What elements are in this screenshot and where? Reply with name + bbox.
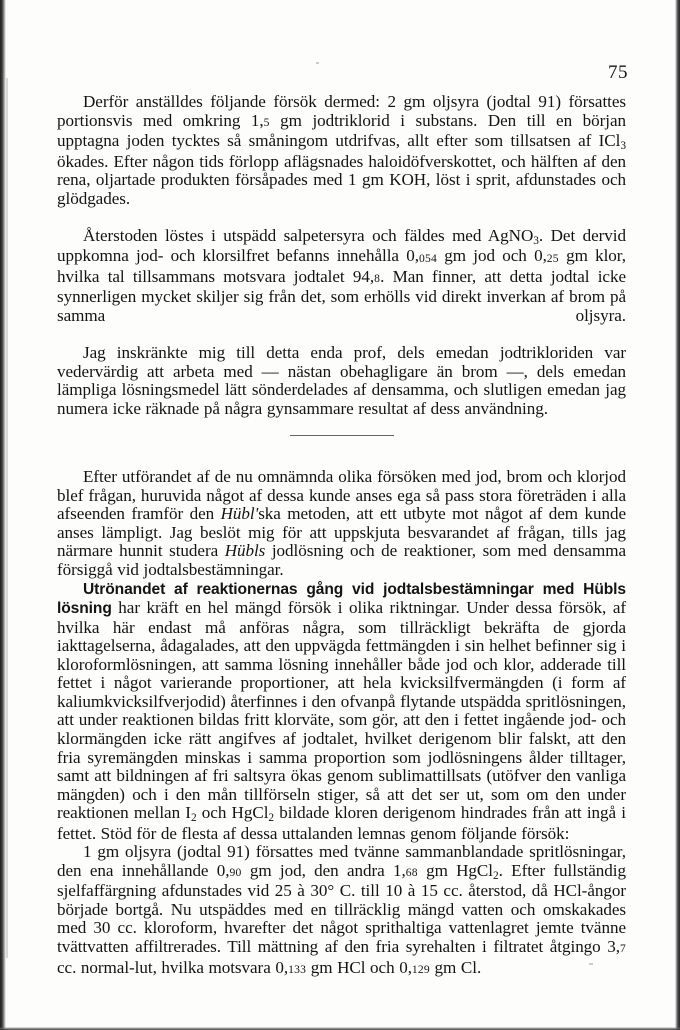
page-number: 75 xyxy=(608,62,628,83)
divider-rule xyxy=(290,435,394,436)
scan-speck xyxy=(316,62,319,64)
paragraph: Efter utförandet af de nu omnämnda olika försöken med jod, brom och klorjod blef frågan, huruvida något af dessa kunde anses ega så pass stora företräden i alla afseenden framför den Hübl'ska metoden, att ett utbyte mot något af dem kunde anses lämpligt. Jag beslöt mig för att uppskjuta besvarandet af frågan, tills jag närmare hunnit studera Hübls jodlösning och de reaktioner, som med densamma försiggå vid jodtalsbestämningar. xyxy=(57,467,626,580)
scan-edge-left-inner xyxy=(6,78,8,958)
paragraph: Återstoden löstes i utspädd salpetersyra och fäldes med AgNO$_3$. Det dervid uppkomna jod- och klorsilfret befanns innehålla 0,054 gm jod och 0,25 gm klor, hvilka tal tillsammans motsvara jodtalet 94,8. Man finner, att detta jodtal icke synnerligen mycket skiljer sig från det, som erhölls vid direkt inverkan af brom på samma oljsyra. xyxy=(57,225,626,326)
paragraph: Jag inskränkte mig till detta enda prof, dels emedan jodtrikloriden var vedervärdig att arbeta med — nästan obehagligare än brom —, dels emedan lämpliga lösningsmedel lätt sönderdelades af densamma, och slutligen emedan jag numera icke räknade på några gynsammare resultat af dess användning. xyxy=(57,343,626,418)
section-divider xyxy=(57,418,626,452)
spacer xyxy=(57,452,626,468)
proper-name: Hübl' xyxy=(220,504,259,524)
run-in-heading: Utrönandet af reaktionernas gång vid jodtalsbestämningar med Hübls lösning xyxy=(57,580,626,618)
paragraph: 1 gm oljsyra (jodtal 91) försattes med tvänne sammanblandade spritlösningar, den ena innehållande 0,90 gm jod, den andra 1,68 gm HgCl$_2$. Efter fullständig sjelfaffärgning afdunstades vid 25 à 30° C. till 10 à 15 cc. återstod, då HCl-ångor började bortgå. Nu utspäddes med en tillräcklig mängd vatten och omskakades med 30 cc. kloroform, hvarefter det något sprithaltiga vattenlagret jemte tvänne tvättvatten affiltrerades. Till mättning af den fria syrehalten i filtratet åtgingo 3,7 cc. normal-lut, hvilka motsvara 0,133 gm HCl och 0,129 gm Cl. xyxy=(57,842,626,977)
proper-name: Hübls xyxy=(224,541,266,561)
text-block xyxy=(57,93,626,979)
paragraph: Derför anställdes följande försök dermed: 2 gm oljsyra (jodtal 91) försattes portionsvis med omkring 1,5 gm jodtriklorid i substans. Den till en början upptagna joden tycktes så småningom utdrifvas, allt efter som tillsatsen af ICl$_3$ ökades. Efter någon tids förlopp aflägsnades haloidöfverskottet, och hälften af den rena, oljartade produkten försåpades med 1 gm KOH, löst i sprit, afdunstades och glödgades. xyxy=(57,92,626,208)
paragraph-with-heading: Utrönandet af reaktionernas gång vid jodtalsbestämningar med Hübls lösning har kräft en hel mängd försök i olika riktningar. Under dessa försök, af hvilka här endast må anföras några, som tillräckligt bekräfta de gjorda iakttagelserna, ådagalades, att den uppvägda fettmängden i sin helhet befinner sig i kloroformlösningen, att samma lösning innehåller både jod och klor, adderade till fettet i något varierande proportioner, att hela kvicksilfvermängden (i form af kaliumkvicksilfverjodid) återfinnes i den ofvanpå flytande utspädda spritlösningen, att under reaktionen bildas fritt klorväte, som gör, att den i fettet ingående jod- och klormängden icke rätt angifves af jodtalet, hvilket derigenom blir falskt, att den fria syremängden minskas i samma proportion som jodlösningens ålder tilltager, samt att bildningen af fri saltsyra ökas genom sublimattillsats (utöfver den vanliga mängden) och i den mån tillförseln stiger, så att det ser ut, som om den under reaktionen mellan $I_2$ och HgCl$_2$ bildade kloren derigenom hindrades från att ingå i fettet. Stöd för de flesta af dessa uttalanden lemnas genom följande försök: xyxy=(57,580,626,843)
scan-edge-right xyxy=(675,0,680,1030)
